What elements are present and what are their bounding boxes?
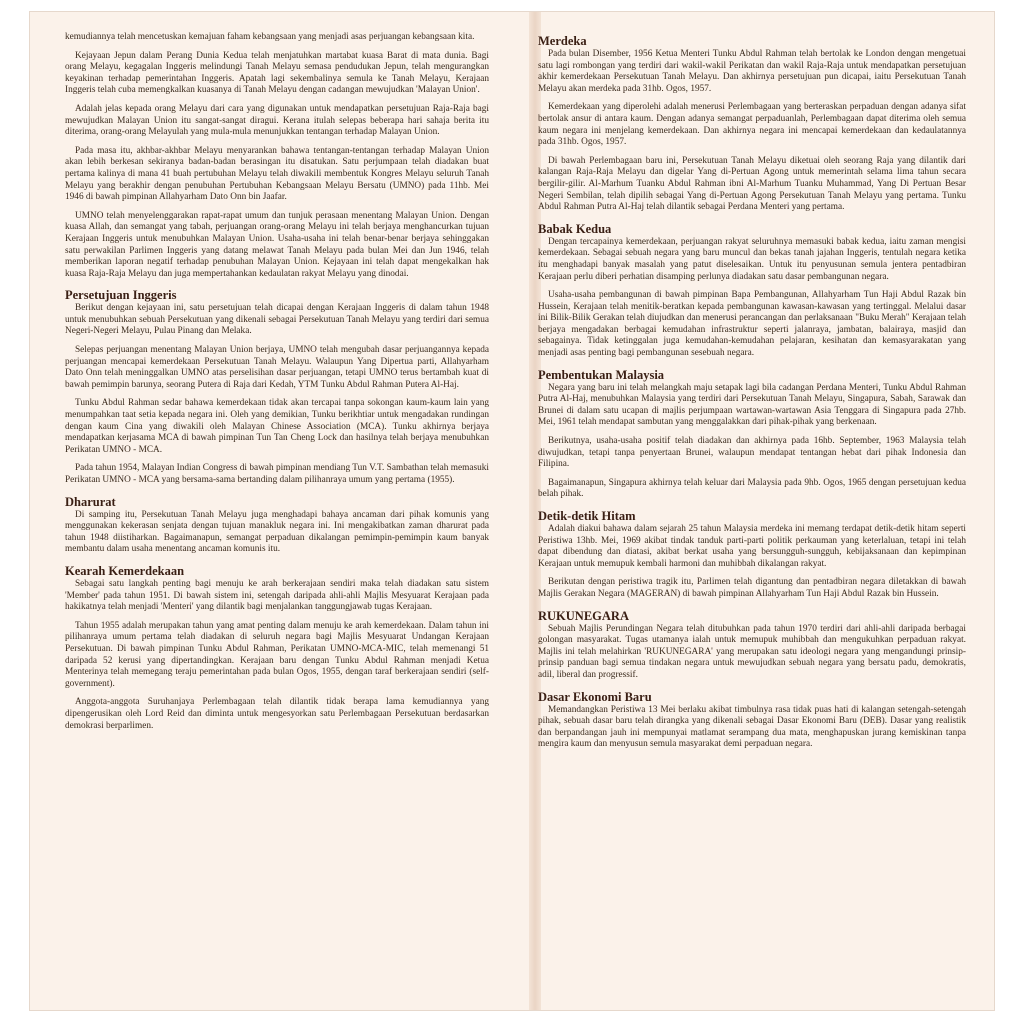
- paragraph: Tunku Abdul Rahman sedar bahawa kemerdekaan tidak akan tercapai tanpa sokongan kaum-kaum lain yang menumpahkan taat setia kepada negara ini. Oleh yang demikian, Tunku berikhtiar untuk mengadakan rundingan dengan kaum Cina yang diwakili oleh Malayan Chinese Association (MCA). Tunku akhirnya berjaya mendapatkan kerjasama MCA di bawah pimpinan Tun Tan Cheng Lock dan hasilnya telah berjaya menubuhkan Perikatan UMNO - MCA.: [65, 398, 489, 455]
- section-heading-detik-detik-hitam: Detik-detik Hitam: [538, 509, 636, 523]
- right-column: [538, 34, 966, 758]
- paragraph: Tahun 1955 adalah merupakan tahun yang amat penting dalam menuju ke arah kemerdekaan. Dalam tahun ini pilihanraya umum pertama telah diadakan di seluruh negara bagi Majlis Mesyuarat Undangan Kerajaan Persekutuan. Di bawah pimpinan Tunku Abdul Rahman, Perikatan UMNO-MCA-MIC, telah memenangi 51 daripada 52 kerusi yang dipertandingkan. Kerajaan baru dengan Tunku Abdul Rahman menjadi Ketua Menterinya telah memegang teraju pemerintahan pada bulan Ogos, 1955, dengan taraf berkerajaan sendiri (self-government).: [65, 620, 489, 689]
- paragraph: Adalah diakui bahawa dalam sejarah 25 tahun Malaysia merdeka ini memang terdapat detik-detik hitam seperti Peristiwa 13hb. Mei, 1969 akibat tindak tanduk parti-parti politik perkauman yang keterlaluan, tetapi ini telah dapat dibendung dan diatasi, akibat berkat usaha yang bersungguh-sungguh, kebijaksanaan dan kepimpinan Kerajaan untuk memupuk kembali harmoni dan muhibbah dikalangan rakyat.: [538, 524, 966, 569]
- paragraph: UMNO telah menyelenggarakan rapat-rapat umum dan tunjuk perasaan menentang Malayan Union. Dengan kuasa Allah, dan semangat yang tabah, perjuangan orang-orang Melayu ini telah berjaya menghancurkan tujuan Kerajaan Inggeris untuk menubuhkan Malayan Union. Usaha-usaha ini telah benar-benar berjaya sehinggakan satu perwakilan Parlimen Inggeris yang datang melawat Tanah Melayu pada bulan Mei dan Jun 1946, telah memberikan laporan negatif terhadap penubuhan Malayan Union. Kejayaan ini telah dapat mengekalkan hak kuasa Raja-Raja Melayu dan juga mempertahankan kedaulatan rakyat Melayu yang dinodai.: [65, 210, 489, 279]
- paragraph: Di samping itu, Persekutuan Tanah Melayu juga menghadapi bahaya ancaman dari pihak komunis yang menggunakan kekerasan senjata dengan tujuan manakluk negara ini. Ini mengakibatkan zaman dharurat pada tahun 1948 diistiharkan. Bagaimanapun, semangat perpaduan dikalangan pemimpin-pemimpin kaum banyak membantu dalam usaha menentang ancaman komunis itu.: [65, 509, 489, 555]
- paragraph: Kejayaan Jepun dalam Perang Dunia Kedua telah menjatuhkan martabat kuasa Barat di mata dunia. Bagi orang Melayu, kegagalan Inggeris melindungi Tanah Melayu semasa pendudukan Jepun, telah mengurangkan keyakinan terhadap pemerintahan Inggeris. Apatah lagi sekembalinya semula ke Tanah Melayu, Kerajaan Inggeris telah cuba memengkalkan kuasanya di Tanah Melayu dengan cadangan mewujudkan 'Malayan Union'.: [65, 50, 489, 96]
- paragraph: Berikut dengan kejayaan ini, satu persetujuan telah dicapai dengan Kerajaan Inggeris di dalam tahun 1948 untuk menubuhkan sebuah Persekutuan yang dikenali sebagai Persekutuan Tanah Melayu yang terdiri dari semua Negeri-Negeri Melayu, Pulau Pinang dan Melaka.: [65, 303, 489, 337]
- paragraph: Kemerdekaan yang diperolehi adalah menerusi Perlembagaan yang berteraskan perpaduan dengan adanya sifat bertolak ansur di antara kaum. Dengan adanya semangat perpaduanlah, Perlembagaan dapat diterima oleh semua kaum negara ini menjelang kemerdekaan. Dan akhirnya negara ini mencapai kemerdekaan dan kedaulatannya pada 31hb. Ogos, 1957.: [538, 102, 966, 148]
- section-heading-merdeka: Merdeka: [538, 34, 587, 48]
- paragraph: Bagaimanapun, Singapura akhirnya telah keluar dari Malaysia pada 9hb. Ogos, 1965 dengan persetujuan kedua belah pihak.: [538, 477, 966, 500]
- paragraph: Negara yang baru ini telah melangkah maju setapak lagi bila cadangan Perdana Menteri, Tunku Abdul Rahman Putra Al-Haj, menubuhkan Malaysia yang terdiri dari Persekutuan Tanah Melayu, Singapura, Sabah, Sarawak dan Brunei di dalam satu ucapan di majlis perjumpaan wartawan-wartawan Asia Tenggara di Singapura pada 27hb. Mei, 1961 telah mendapat sambutan yang menggalakkan dari pihak-pihak yang berkenaan.: [538, 382, 966, 428]
- section-heading-rukunegara: RUKUNEGARA: [538, 608, 629, 623]
- paragraph: Pada bulan Disember, 1956 Ketua Menteri Tunku Abdul Rahman telah bertolak ke London dengan mengetuai satu lagi rombongan yang terdiri dari wakil-wakil Perikatan dan wakil Raja-Raja untuk mendapatkan persetujuan akhir kemerdekaan Persekutuan Tanah Melayu. Dan akhirnya persetujuan pun dicapai, iaitu Persekutuan Tanah Melayu akan merdeka pada 31hb. Ogos, 1957.: [538, 49, 966, 94]
- paragraph: Dengan tercapainya kemerdekaan, perjuangan rakyat seluruhnya memasuki babak kedua, iaitu zaman mengisi kemerdekaan. Sebagai sebuah negara yang baru muncul dan bekas tanah jajahan Inggeris, tentulah negara ketika itu menghadapi banyak masalah yang patut diselesaikan. Untuk itu penyusunan semula jentera pentadbiran Kerajaan perlu diberi perhatian disamping perlunya diadakan satu dasar pembangunan negara.: [538, 236, 966, 282]
- paragraph: Di bawah Perlembagaan baru ini, Persekutuan Tanah Melayu diketuai oleh seorang Raja yang dilantik dari kalangan Raja-Raja Melayu dan digelar Yang di-Pertuan Agong untuk memerintah selama lima tahun secara bergilir-gilir. Al-Marhum Tuanku Abdul Rahman ibni Al-Marhum Tuanku Muhammad, Yang Di Pertuan Besar Negeri Sembilan, telah dipilih sebagai Yang di-Pertuan Agong Persekutuan Tanah Melayu yang pertama. Tunku Abdul Rahman Putra Al-Haj telah dilantik sebagai Perdana Menteri yang pertama.: [538, 155, 966, 213]
- paragraph: Memandangkan Peristiwa 13 Mei berlaku akibat timbulnya rasa tidak puas hati di kalangan setengah-setengah pihak, sebuah dasar baru telah dirangka yang dikenali sebagai Dasar Ekonomi Baru (DEB). Dasar yang realistik dan berpandangan jauh ini mempunyai matlamat serampang dua mata, menghapuskan jurang kemiskinan tanpa mengira kaum dan menyusun semula masyarakat demi perpaduan negara.: [538, 704, 966, 750]
- paragraph: Berikutnya, usaha-usaha positif telah diadakan dan akhirnya pada 16hb. September, 1963 Malaysia telah diwujudkan, tetapi tanpa penyertaan Brunei, walaupun mendapat tentangan hebat dari pihak Indonesia dan Filipina.: [538, 436, 966, 470]
- paragraph: Selepas perjuangan menentang Malayan Union berjaya, UMNO telah mengubah dasar perjuangannya kepada perjuangan mencapai kemerdekaan Persekutuan Tanah Melayu. Walaupun Yang Dipertua parti, Allahyarham Dato Onn telah meninggalkan UMNO atas perselisihan dasar perjuangan, tetapi UMNO terus bertambah kuat di bawah pemimpin barunya, seorang Putera di Raja dari Kedah, YTM Tunku Abdul Rahman Putera Al-Haj.: [65, 345, 489, 390]
- section-heading-dharurat: Dharurat: [65, 494, 116, 509]
- section-heading-pembentukan-malaysia: Pembentukan Malaysia: [538, 367, 665, 382]
- paragraph: Sebuah Majlis Perundingan Negara telah ditubuhkan pada tahun 1970 terdiri dari ahli-ahli daripada berbagai golongan masyarakat. Tugas utamanya ialah untuk memupuk muhibbah dan mengukuhkan perpaduan rakyat. Majlis ini telah melahirkan 'RUKUNEGARA' yang merupakan satu ideologi negara yang mengandungi prinsip-prinsip panduan bagi semua tindakan negara untuk mewujudkan sebuah negara yang bersatu padu, demokratis, adil, liberal dan progressif.: [538, 623, 966, 680]
- left-column: [65, 32, 489, 739]
- paragraph: Usaha-usaha pembangunan di bawah pimpinan Bapa Pembangunan, Allahyarham Tun Haji Abdul Razak bin Hussein, Kerajaan telah menitik-beratkan kepada pembangunan kawasan-kawasan yang tertinggal. Melalui dasar ini Bilik-Bilik Gerakan telah diujudkan dan menerusi perancangan dan perlaksanaan "Buku Merah" Kerajaan telah berjaya mengadakan berbagai kemudahan infrastruktur seperti jalanraya, jambatan, balairaya, masjid dan sebagainya. Tidak ketinggalan juga kemudahan-kemudahan pelajaran, kesihatan dan kemasyarakatan yang menjadi asas penting bagi pembangunan sesebuah negara.: [538, 290, 966, 359]
- paragraph: Sebagai satu langkah penting bagi menuju ke arah berkerajaan sendiri maka telah diadakan satu sistem 'Member' pada tahun 1951. Di bawah sistem ini, setengah daripada ahli-ahli Majlis Mesyuarat Kerajaan pada hakikatnya telah menjadi 'Menteri' yang dilantik bagi menjalankan tanggungjawab tugas Kerajaan.: [65, 578, 489, 613]
- document-page: [30, 12, 994, 1010]
- section-heading-kearah-kemerdekaan: Kearah Kemerdekaan: [65, 563, 185, 578]
- paragraph: Adalah jelas kepada orang Melayu dari cara yang digunakan untuk mendapatkan persetujuan Raja-Raja bagi mewujudkan Malayan Union itu sangat-sangat diragui. Kerana itulah selepas beberapa hari sahaja berita itu diterima, orang-orang Melayulah yang mula-mula menunjukkan tentangan terhadap Malayan Union.: [65, 103, 489, 138]
- paragraph: Berikutan dengan peristiwa tragik itu, Parlimen telah digantung dan pentadbiran negara diletakkan di bawah Majlis Gerakan Negara (MAGERAN) di bawah pimpinan Allahyarham Tun Haji Abdul Razak bin Hussein.: [538, 577, 966, 599]
- paragraph: Pada masa itu, akhbar-akhbar Melayu menyarankan bahawa tentangan-tentangan terhadap Malayan Union akan lebih berkesan sekiranya badan-badan berasingan itu disatukan. Satu perjumpaan telah diadakan buat pertama kalinya di mana 41 buah pertubuhan Melayu telah diwakili membentuk Kongres Melayu seluruh Tanah Melayu yang berakhir dengan penubuhan Pertubuhan Kebangsaan Melayu Bersatu (UMNO) pada 11hb. Mei 1946 di bawah pimpinan Allahyarham Dato Onn bin Jaafar.: [65, 145, 489, 203]
- section-heading-dasar-ekonomi-baru: Dasar Ekonomi Baru: [538, 689, 652, 704]
- paragraph: Anggota-anggota Suruhanjaya Perlembagaan telah dilantik tidak berapa lama kemudiannya yang dipengerusikan oleh Lord Reid dan diminta untuk mengesyorkan satu Perlembagaan Persekutuan berdasarkan demokrasi berparlimen.: [65, 697, 489, 731]
- section-heading-persetujuan-inggeris: Persetujuan Inggeris: [65, 288, 177, 303]
- paragraph: kemudiannya telah mencetuskan kemajuan faham kebangsaan yang menjadi asas perjuangan kebangsaan kita.: [65, 32, 475, 42]
- section-heading-babak-kedua: Babak Kedua: [538, 221, 612, 236]
- paragraph: Pada tahun 1954, Malayan Indian Congress di bawah pimpinan mendiang Tun V.T. Sambathan telah memasuki Perikatan UMNO - MCA yang bersama-sama bertanding dalam pilihanraya umum yang pertama (1955).: [65, 463, 489, 485]
